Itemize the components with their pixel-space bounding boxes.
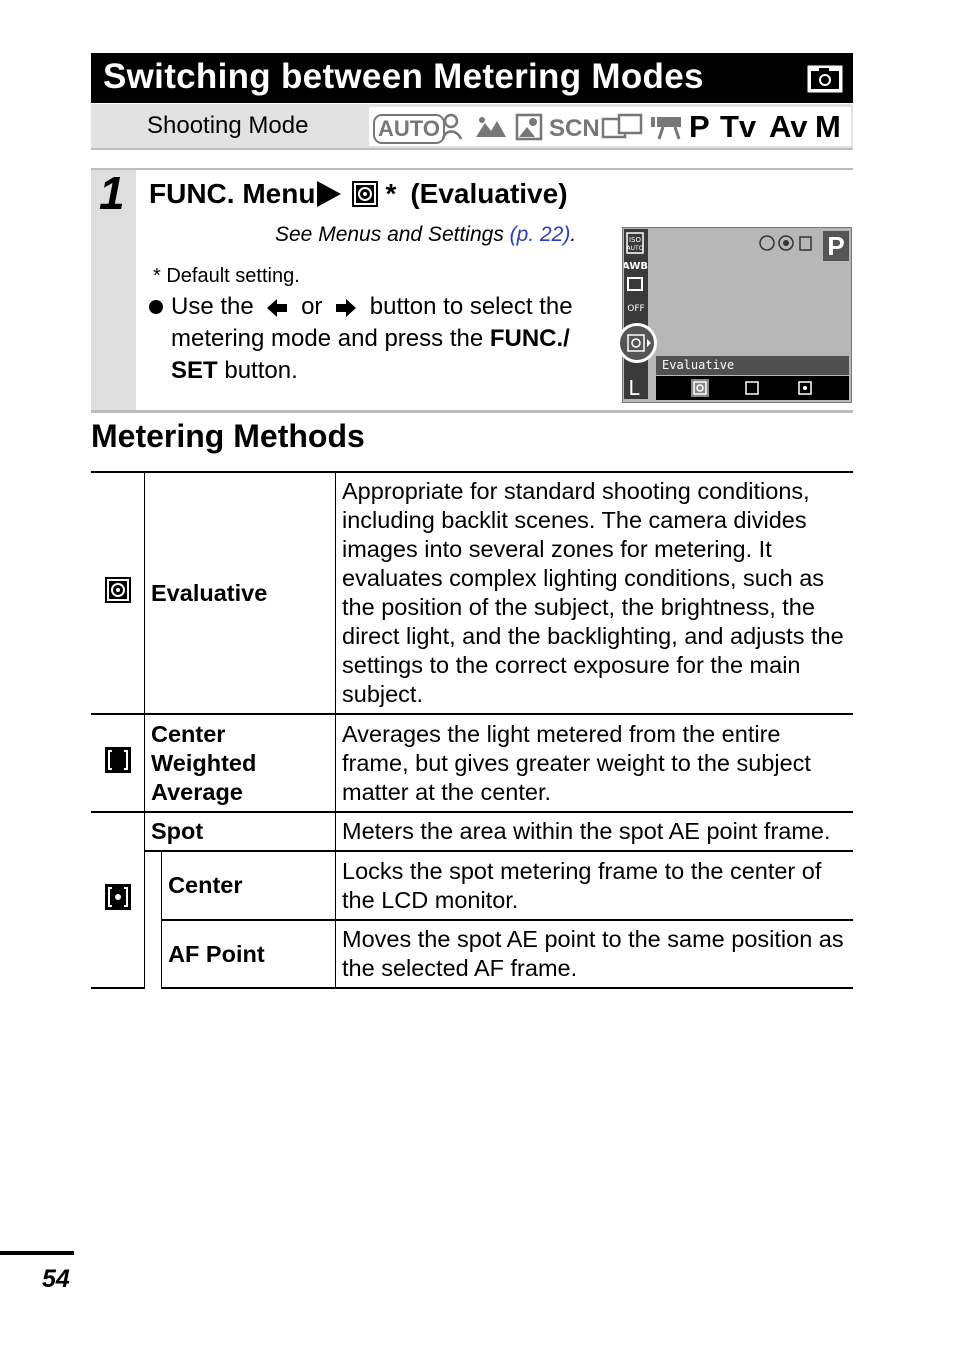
evaluative-metering-icon xyxy=(351,180,379,208)
bullet-text-3: button. xyxy=(224,357,298,384)
table-row xyxy=(91,851,853,920)
method-name-line-1: Center xyxy=(151,720,226,747)
lcd-metering-options-bar xyxy=(656,376,849,400)
program-mode-icon: P xyxy=(689,109,710,144)
method-name: Spot xyxy=(145,812,336,851)
icon-cell xyxy=(91,472,145,714)
lcd-selected-metering-indicator xyxy=(617,323,657,363)
bullet-instruction xyxy=(149,291,609,387)
indent-cell xyxy=(145,851,162,920)
tv-mode-icon: Tv xyxy=(720,109,757,144)
method-description: Averages the light metered from the entire frame, but gives greater weight to the subject matter at the center. xyxy=(336,714,854,812)
mode-icons-strip xyxy=(369,107,851,146)
step-1 xyxy=(91,168,853,413)
method-name-line-3: Average xyxy=(151,778,243,805)
page-title: Switching between Metering Modes xyxy=(103,57,704,96)
func-menu-label: FUNC. Menu xyxy=(149,178,316,209)
shooting-mode-label: Shooting Mode xyxy=(147,112,309,139)
page-number: 54 xyxy=(42,1265,70,1293)
sub-method-description: Locks the spot metering frame to the center of the LCD monitor. xyxy=(336,851,854,920)
bullet-or: or xyxy=(301,293,323,320)
table-row xyxy=(91,920,853,988)
arrow-right-icon xyxy=(317,181,341,207)
step-number: 1 xyxy=(99,167,125,219)
night-snapshot-icon xyxy=(515,113,543,141)
icon-cell xyxy=(91,714,145,812)
method-description: Meters the area within the spot AE point frame. xyxy=(336,812,854,851)
func-set-label-1: FUNC./ xyxy=(489,325,570,352)
page-link[interactable]: (p. 22) xyxy=(509,223,571,246)
av-mode-icon: Av xyxy=(769,109,808,144)
sub-method-name: Center xyxy=(162,851,336,920)
right-arrow-icon xyxy=(335,298,357,318)
auto-mode-icon: AUTO xyxy=(373,114,445,144)
lcd-mode-badge: P xyxy=(823,231,849,261)
camera-icon xyxy=(807,65,843,93)
see-reference xyxy=(275,223,576,247)
indent-cell xyxy=(145,920,162,988)
table-row xyxy=(91,812,853,851)
stitch-assist-icon xyxy=(601,113,643,141)
lcd-setting-icons xyxy=(624,229,648,399)
default-note: * Default setting. xyxy=(153,265,300,287)
lcd-screen-illustration xyxy=(622,227,852,403)
metering-methods-table xyxy=(91,471,853,989)
method-name: Evaluative xyxy=(145,472,336,714)
method-name xyxy=(145,714,336,812)
table-row xyxy=(91,472,853,714)
method-description: Appropriate for standard shooting conditions, including backlit scenes. The camera divides images into several zones for metering. It evaluates complex lighting conditions, such as the position of the subject, the brightness, the direct light, and the backlighting, and adjusts the settings to the correct exposure for the main subject. xyxy=(336,472,854,714)
center-weighted-metering-icon xyxy=(104,746,132,774)
evaluative-metering-icon xyxy=(104,576,132,604)
method-name-line-2: Weighted xyxy=(151,749,257,776)
table-row xyxy=(91,714,853,812)
see-end: . xyxy=(570,223,577,246)
svg-text:AWB: AWB xyxy=(624,261,648,272)
svg-text:OFF: OFF xyxy=(627,304,645,314)
asterisk: * xyxy=(385,178,397,209)
func-set-label-2: SET xyxy=(171,357,218,384)
landscape-mode-icon xyxy=(475,115,507,139)
movie-mode-icon xyxy=(649,113,683,141)
bullet-text-1: Use the xyxy=(171,293,254,320)
manual-mode-icon: M xyxy=(815,109,841,144)
lcd-status-icons xyxy=(759,234,815,252)
icon-cell xyxy=(91,812,145,988)
func-menu-instruction xyxy=(149,178,568,210)
bullet-text-2: button to select the metering mode and press the xyxy=(171,293,573,352)
bullet-dot xyxy=(149,300,163,314)
step-number-column xyxy=(91,167,136,410)
lcd-menu-label: Evaluative xyxy=(656,356,849,375)
sub-method-description: Moves the spot AE point to the same position as the selected AF frame. xyxy=(336,920,854,988)
svg-text:AUTO: AUTO xyxy=(626,245,644,252)
evaluative-label: (Evaluative) xyxy=(410,178,568,209)
shooting-mode-row xyxy=(91,104,853,150)
title-bar xyxy=(91,53,853,103)
scn-mode-icon: SCN xyxy=(549,115,600,142)
sub-method-name: AF Point xyxy=(162,920,336,988)
portrait-mode-icon xyxy=(439,113,467,141)
svg-text:ISO: ISO xyxy=(628,236,642,244)
section-heading: Metering Methods xyxy=(91,418,365,454)
spot-metering-icon xyxy=(104,883,132,911)
lcd-left-icon-column xyxy=(624,229,648,399)
footer-rule xyxy=(0,1251,74,1255)
left-arrow-icon xyxy=(266,298,288,318)
see-text: See Menus and Settings xyxy=(275,223,510,246)
svg-text:L: L xyxy=(628,376,640,399)
